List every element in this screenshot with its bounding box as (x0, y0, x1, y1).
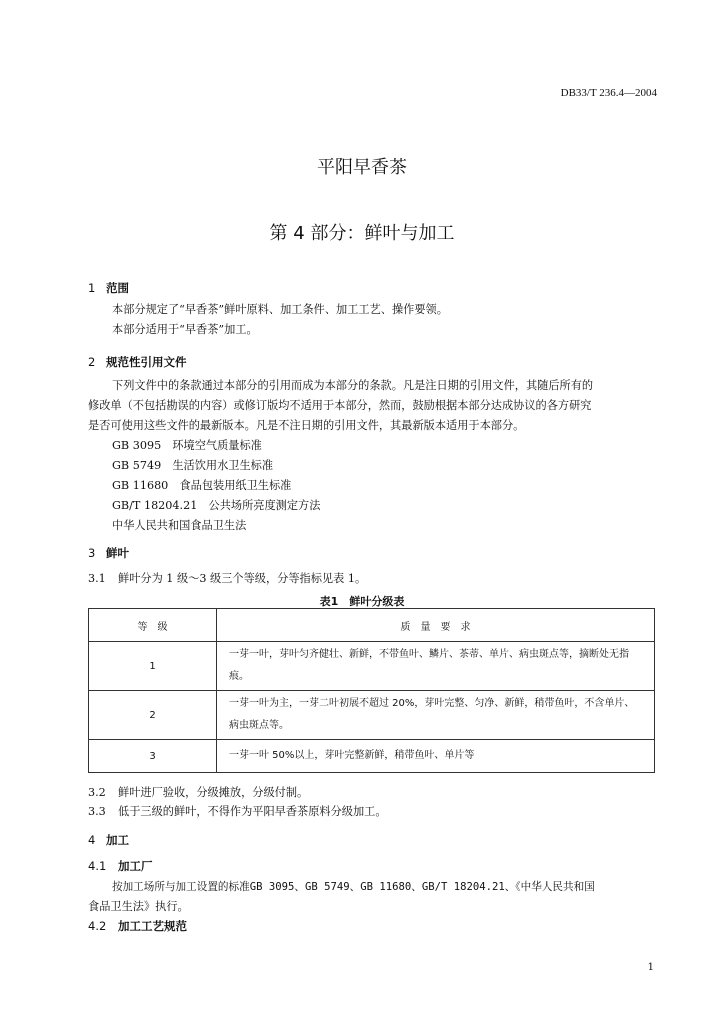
paragraph-line: 下列文件中的条款通过本部分的引用而成为本部分的条款。凡是注日期的引用文件，其随后所有的 (112, 379, 594, 392)
grade-cell: 2 (89, 691, 217, 740)
section-title: 鲜叶 (106, 546, 129, 560)
table-caption: 表1 鲜叶分级表 (319, 595, 405, 608)
subsection-title: 加工厂 (118, 859, 153, 873)
subsection-number: 3.2 (88, 786, 106, 799)
section-title: 加工 (106, 833, 129, 847)
section-4-heading (88, 832, 129, 848)
subsection-4-1-heading (88, 858, 153, 874)
subsection-title: 加工工艺规范 (118, 919, 187, 933)
reference-item: 中华人民共和国食品卫生法 (112, 519, 247, 532)
grade-cell: 1 (89, 642, 217, 691)
reference-item: GB/T 18204.21 公共场所亮度测定方法 (112, 499, 321, 512)
reference-item: GB 5749 生活饮用水卫生标准 (112, 459, 274, 472)
subsection-text: 鲜叶分为 1 级～3 级三个等级，分等指标见表 1。 (118, 572, 367, 585)
section-number: 1 (88, 281, 96, 295)
subsection-number: 4.2 (88, 919, 107, 933)
table-header-requirements: 质 量 要 求 (217, 609, 655, 642)
table-row (89, 740, 655, 773)
grade-table (88, 608, 655, 773)
document-title: 平阳早香茶 (317, 157, 407, 178)
subsection-number: 3.3 (88, 805, 106, 818)
paragraph-line: 修改单（不包括勘误的内容）或修订版均不适用于本部分，然而，鼓励根据本部分达成协议的各方研究 (88, 399, 592, 412)
subsection-3-2 (88, 783, 308, 803)
paragraph-line: 按加工场所与加工设置的标准GB 3095、GB 5749、GB 11680、GB/T 18204.21、《中华人民共和国 (112, 881, 595, 893)
subsection-number: 3.1 (88, 572, 106, 585)
section-number: 4 (88, 833, 96, 847)
section-number: 3 (88, 546, 96, 560)
subsection-number: 4.1 (88, 859, 107, 873)
subsection-text: 低于三级的鲜叶，不得作为平阳早香茶原料分级加工。 (118, 805, 387, 818)
section-title: 范围 (106, 281, 129, 295)
table-row (89, 691, 655, 740)
section-number: 2 (88, 355, 96, 369)
table-header-row (89, 609, 655, 642)
part-title: 第 4 部分：鲜叶与加工 (269, 223, 455, 244)
subsection-4-2-heading (88, 918, 187, 934)
section-title: 规范性引用文件 (106, 355, 187, 369)
grade-cell: 3 (89, 740, 217, 773)
subsection-3-3 (88, 802, 387, 822)
section-2-heading (88, 354, 187, 370)
paragraph: 本部分适用于“早香茶”加工。 (112, 323, 258, 336)
document-code: DB33/T 236.4—2004 (560, 87, 657, 99)
section-3-heading (88, 545, 129, 561)
subsection-text: 鲜叶进厂验收，分级摊放，分级付制。 (118, 786, 309, 799)
requirement-cell: 一芽一叶为主，一芽二叶初展不超过 20%，芽叶完整、匀净、新鲜，稍带鱼叶，不含单片、病虫斑点等。 (217, 691, 655, 740)
table-row (89, 642, 655, 691)
paragraph-line: 食品卫生法》执行。 (88, 900, 189, 913)
requirement-cell: 一芽一叶，芽叶匀齐健壮、新鲜，不带鱼叶、鳞片、茶蒂、单片、病虫斑点等，摘断处无指痕。 (217, 642, 655, 691)
subsection-3-1 (88, 569, 366, 589)
requirement-cell: 一芽一叶 50%以上，芽叶完整新鲜，稍带鱼叶、单片等 (217, 740, 655, 773)
page-number: 1 (647, 962, 654, 973)
paragraph-line: 是否可使用这些文件的最新版本。凡是不注日期的引用文件，其最新版本适用于本部分。 (88, 419, 525, 432)
paragraph: 本部分规定了“早香茶”鲜叶原料、加工条件、加工工艺、操作要领。 (112, 303, 448, 316)
reference-item: GB 11680 食品包装用纸卫生标准 (112, 479, 292, 492)
section-1-heading (88, 280, 129, 296)
reference-item: GB 3095 环境空气质量标准 (112, 439, 262, 452)
table-header-grade: 等 级 (89, 609, 217, 642)
